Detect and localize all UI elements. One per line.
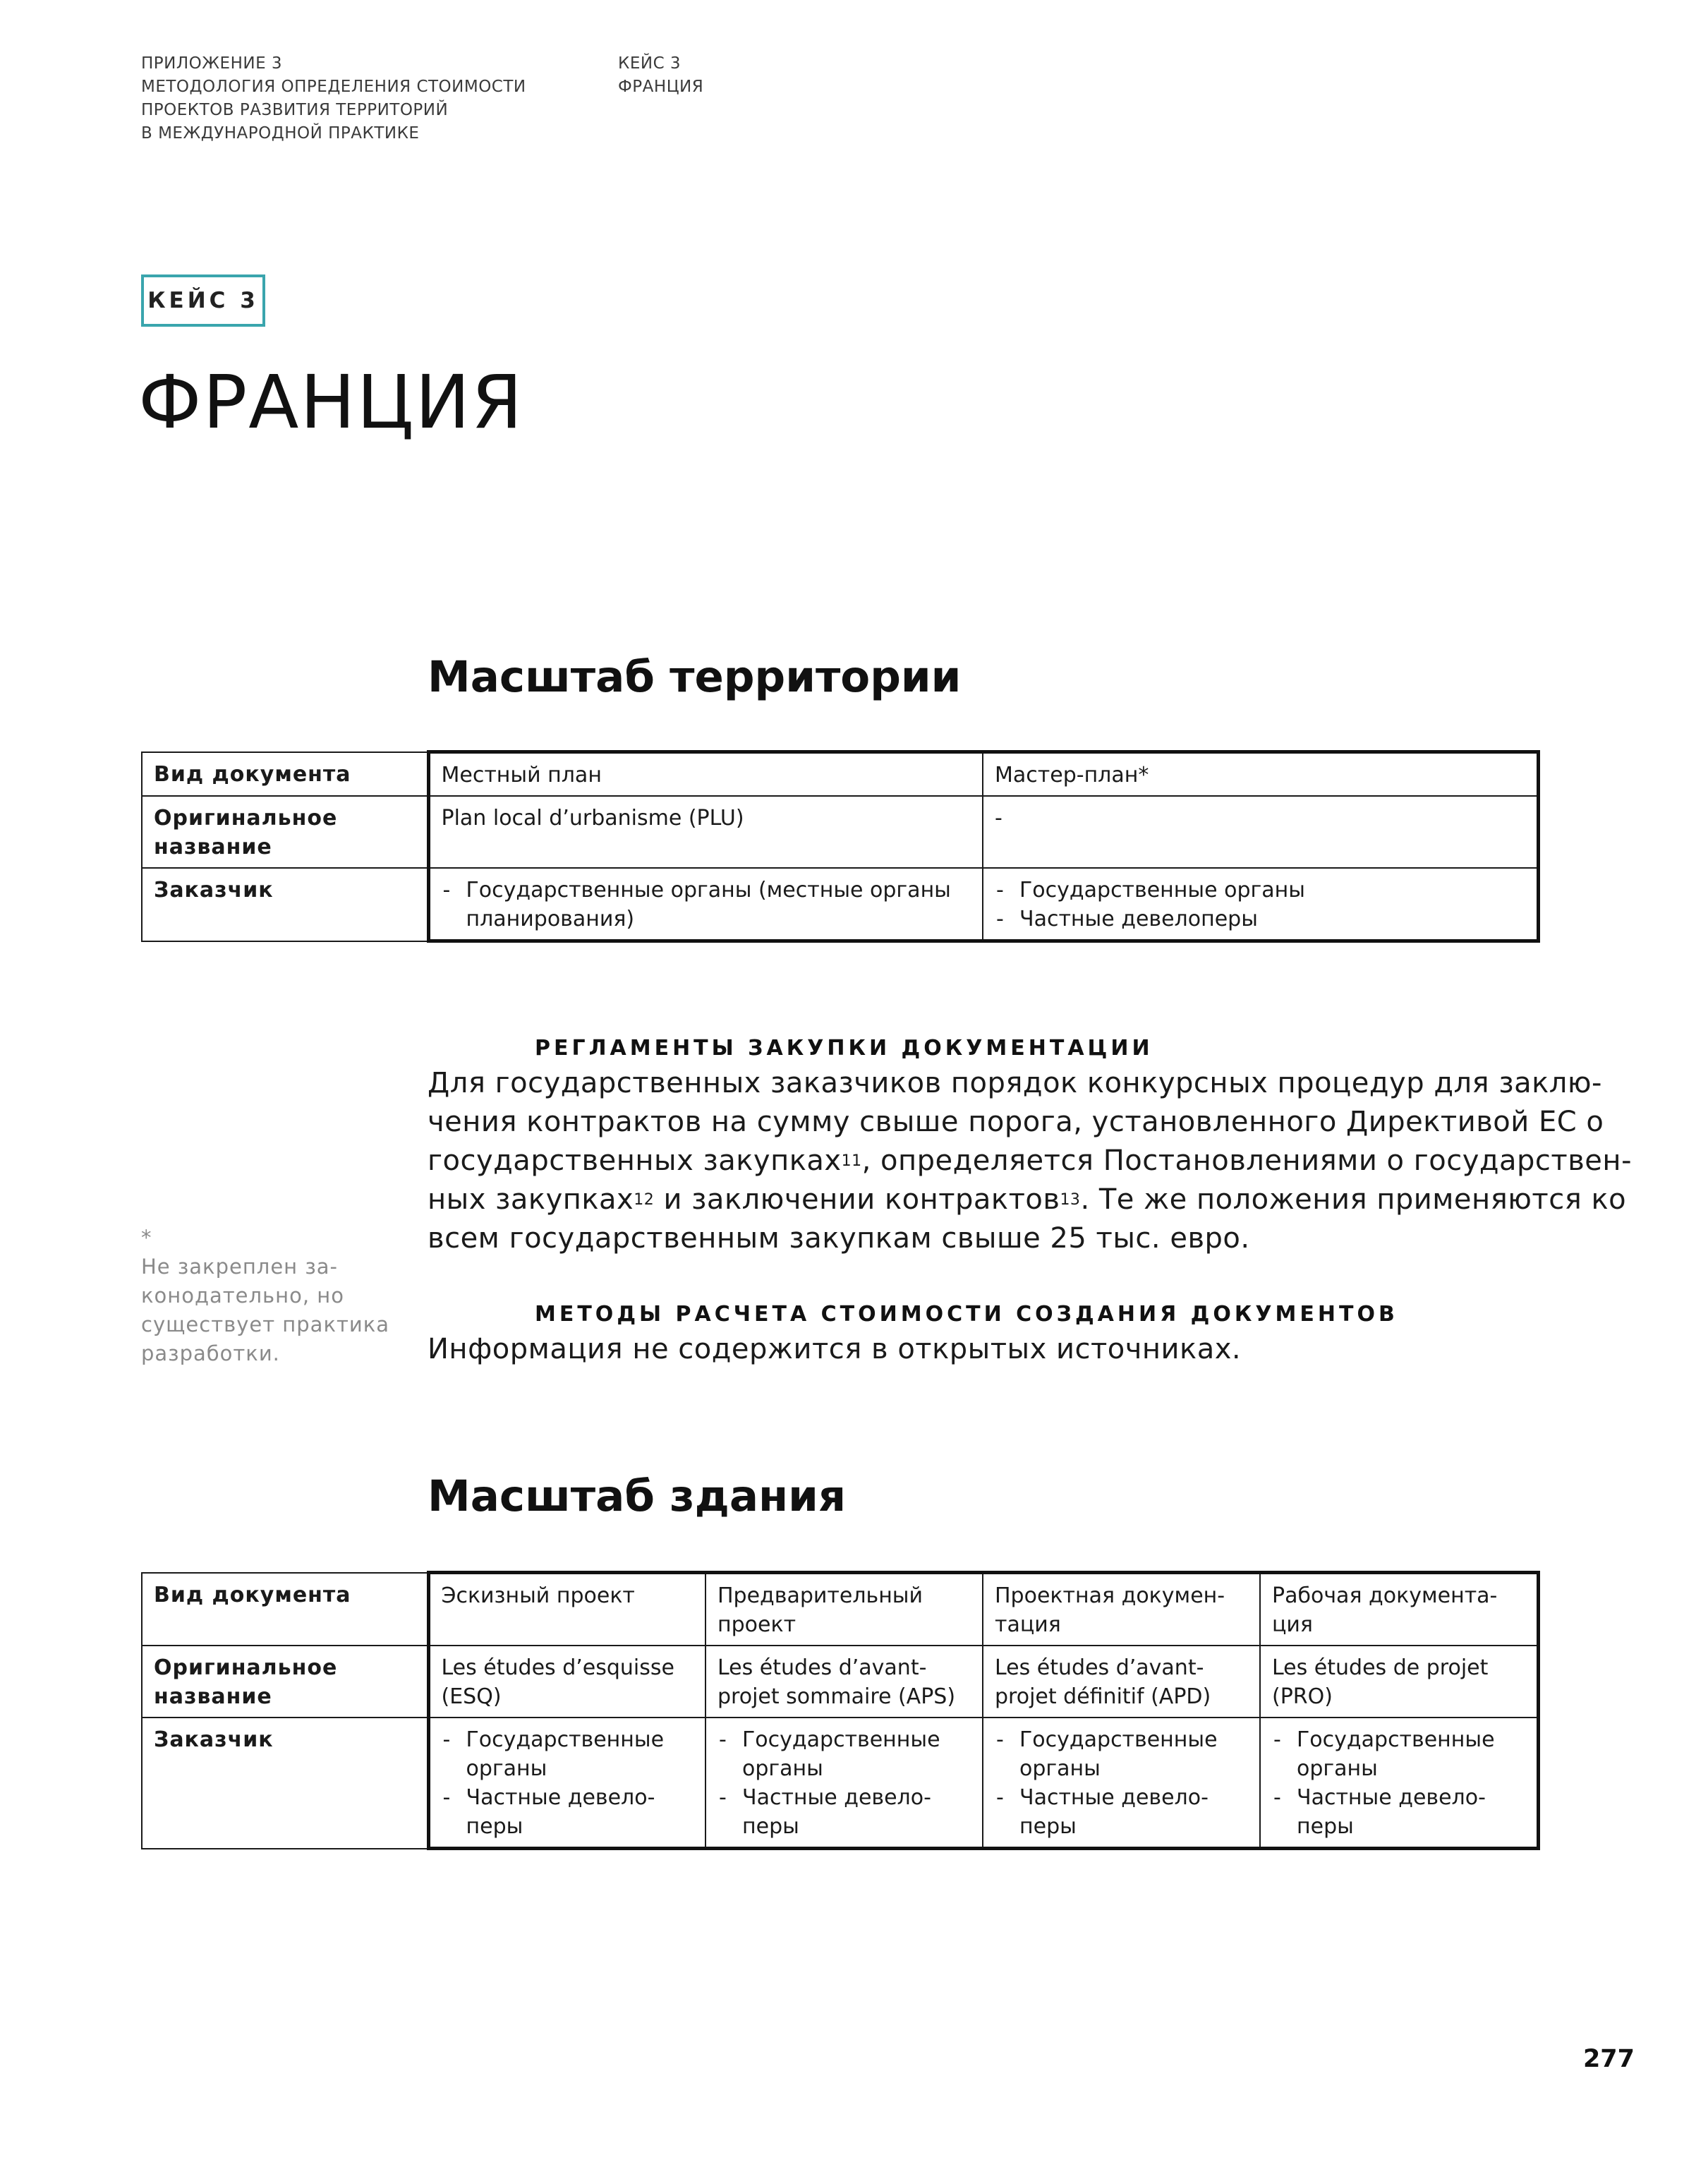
table-row: [142, 796, 1538, 868]
procurement-heading: РЕГЛАМЕНТЫ ЗАКУПКИ ДОКУМЕНТАЦИИ: [535, 1036, 1153, 1061]
header-line: В МЕЖДУНАРОДНОЙ ПРАКТИКЕ: [141, 124, 420, 143]
table-row: [142, 1573, 1538, 1646]
table-cell: Les études d’avant-projet définitif (APD): [983, 1646, 1260, 1718]
row-label: Оригинальное название: [142, 796, 428, 868]
note-mark: *: [141, 1226, 152, 1250]
table-cell: Предварительный проект: [705, 1573, 983, 1646]
page-number: 277: [1582, 2045, 1635, 2073]
footnote-ref: 13: [1060, 1191, 1081, 1209]
header-line: ФРАНЦИЯ: [618, 78, 704, 96]
bullet-list: [1272, 1725, 1525, 1841]
text-line: Информация не содержится в открытых источниках.: [428, 1333, 1242, 1365]
building-table: [141, 1571, 1540, 1850]
row-label: Заказчик: [142, 868, 428, 941]
text-span: и заключении контрактов: [654, 1183, 1060, 1216]
section-title-territory: Масштаб территории: [428, 652, 962, 702]
table-cell: [983, 1718, 1260, 1849]
running-header-left: [141, 52, 526, 145]
table-cell: -: [983, 796, 1538, 868]
table-cell: [983, 868, 1538, 941]
table-cell: Les études d’avant-projet sommaire (APS): [705, 1646, 983, 1718]
text-span: . Те же положения применяются ко: [1080, 1183, 1627, 1216]
table-cell: Рабочая документа-ция: [1260, 1573, 1538, 1646]
running-header-right: [618, 52, 703, 99]
row-label: Вид документа: [142, 752, 428, 797]
text-line: [428, 1142, 1632, 1181]
table-cell: Местный план: [428, 752, 983, 797]
footnote-ref: 12: [634, 1191, 655, 1209]
note-line: разработки.: [141, 1341, 280, 1365]
text-span: государственных закупках: [428, 1145, 842, 1177]
note-line: Не закреплен за-: [141, 1255, 338, 1279]
row-label: Оригинальное название: [142, 1646, 428, 1718]
note-line: конодательно, но: [141, 1284, 344, 1308]
table-cell: [428, 1718, 705, 1849]
cost-methods-heading: МЕТОДЫ РАСЧЕТА СТОИМОСТИ СОЗДАНИЯ ДОКУМЕНТОВ: [535, 1302, 1398, 1327]
text-span: , определяется Постановлениями о государствен-: [861, 1145, 1632, 1177]
table-cell: [1260, 1718, 1538, 1849]
table-row: [142, 1718, 1538, 1849]
territory-table: [141, 750, 1540, 943]
row-label: Вид документа: [142, 1573, 428, 1646]
list-item: - Государственные органы: [442, 1725, 694, 1783]
bullet-list: [442, 1725, 694, 1841]
list-item: - Частные девело-перы: [442, 1783, 694, 1841]
side-note: [141, 1224, 395, 1368]
header-line: МЕТОДОЛОГИЯ ОПРЕДЕЛЕНИЯ СТОИМОСТИ: [141, 78, 526, 96]
header-line: ПРИЛОЖЕНИЕ 3: [141, 54, 283, 73]
bullet-list: [995, 1725, 1248, 1841]
table-cell: [705, 1718, 983, 1849]
table-cell: [428, 868, 983, 941]
list-item: - Государственные органы (местные органы планирования): [442, 876, 971, 934]
text-line: [428, 1181, 1632, 1219]
cost-methods-text: [428, 1330, 1241, 1369]
list-item: - Частные девело-перы: [717, 1783, 971, 1841]
list-item: - Частные девелоперы: [995, 905, 1525, 934]
procurement-text: [428, 1064, 1632, 1258]
page-title: ФРАНЦИЯ: [138, 359, 524, 445]
table-cell: Les études de projet (PRO): [1260, 1646, 1538, 1718]
text-span: ных закупках: [428, 1183, 634, 1216]
list-item: - Государственные органы: [1272, 1725, 1525, 1783]
bullet-list: [995, 876, 1525, 934]
list-item: - Частные девело-перы: [995, 1783, 1248, 1841]
table-row: [142, 1646, 1538, 1718]
row-label: Заказчик: [142, 1718, 428, 1849]
note-line: существует практика: [141, 1312, 389, 1336]
table-row: [142, 868, 1538, 941]
text-line: чения контрактов на сумму свыше порога, установленного Директивой ЕС о: [428, 1106, 1604, 1138]
table-cell: Les études d’esquisse (ESQ): [428, 1646, 705, 1718]
bullet-list: [442, 876, 971, 934]
list-item: - Государственные органы: [717, 1725, 971, 1783]
table-cell: Plan local d’urbanisme (PLU): [428, 796, 983, 868]
header-line: ПРОЕКТОВ РАЗВИТИЯ ТЕРРИТОРИЙ: [141, 101, 449, 119]
table-row: [142, 752, 1538, 797]
table-cell: Проектная докумен-тация: [983, 1573, 1260, 1646]
list-item: - Государственные органы: [995, 1725, 1248, 1783]
table-cell: Эскизный проект: [428, 1573, 705, 1646]
text-line: всем государственным закупкам свыше 25 тыс. евро.: [428, 1222, 1250, 1255]
list-item: - Государственные органы: [995, 876, 1525, 905]
case-badge: КЕЙС 3: [141, 274, 265, 327]
header-line: КЕЙС 3: [618, 54, 682, 73]
text-line: Для государственных заказчиков порядок конкурсных процедур для заклю-: [428, 1067, 1602, 1099]
table-cell: Мастер-план*: [983, 752, 1538, 797]
list-item: - Частные девело-перы: [1272, 1783, 1525, 1841]
bullet-list: [717, 1725, 971, 1841]
section-title-building: Масштаб здания: [428, 1471, 847, 1521]
footnote-ref: 11: [841, 1152, 862, 1170]
